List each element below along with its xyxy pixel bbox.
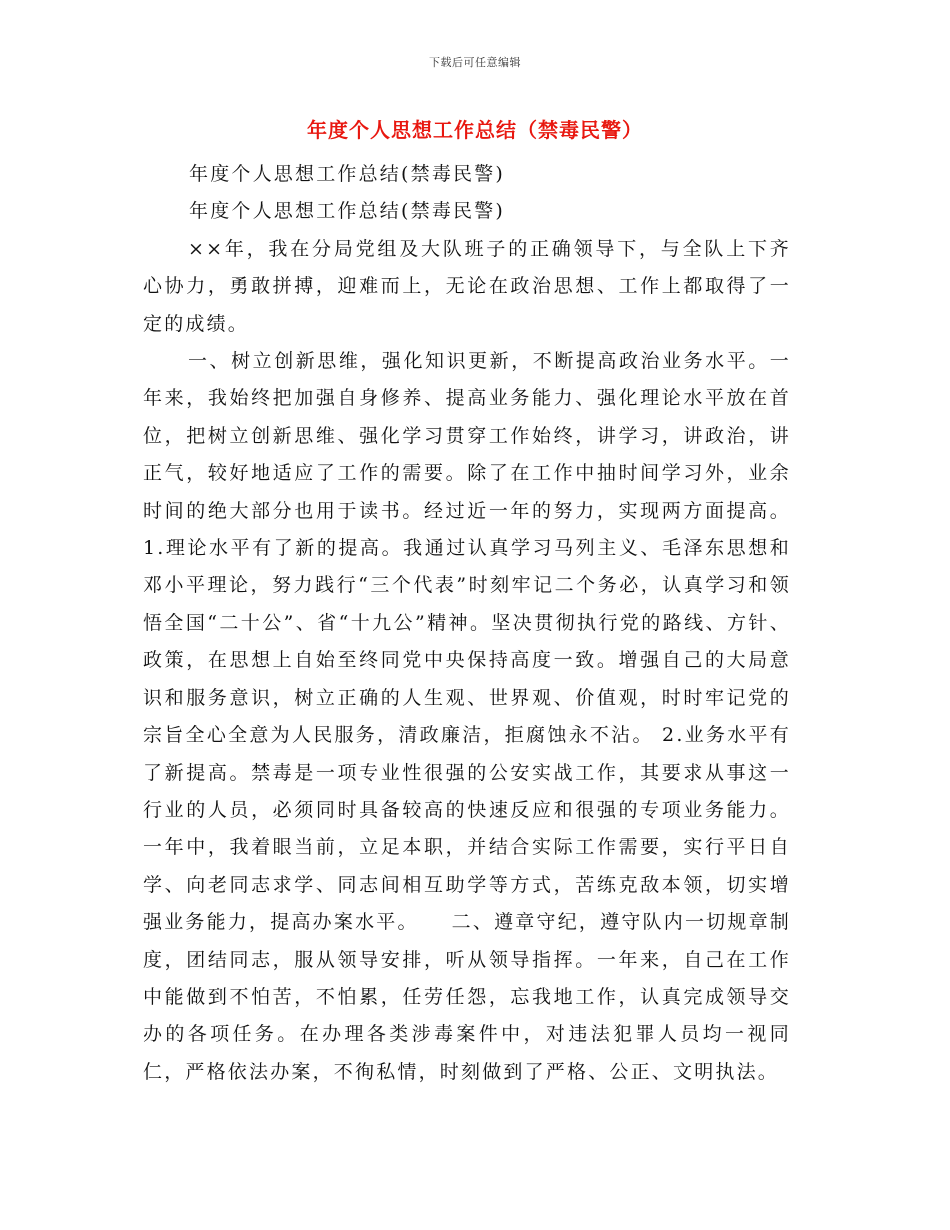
document-body xyxy=(143,156,791,1091)
subtitle-line: 年度个人思想工作总结(禁毒民警) xyxy=(189,200,506,223)
body-paragraph: 一、树立创新思维，强化知识更新，不断提高政治业务水平。一年来，我始终把加强自身修养、提高业务能力、强化理论水平放在首位，把树立创新思维、强化学习贯穿工作始终，讲学习，讲政治，讲正气，较好地适应了工作的需要。除了在工作中抽时间学习外，业余时间的绝大部分也用于读书。经过近一年的努力，实现两方面提高。 1.理论水平有了新的提高。我通过认真学习马列主义、毛泽东思想和邓小平理论，努力践行“三个代表”时刻牢记二个务必，认真学习和领悟全国“二十公”、省“十九公”精神。坚决贯彻执行党的路线、方针、政策，在思想上自始至终同党中央保持高度一致。增强自己的大局意识和服务意识，树立正确的人生观、世界观、价值观，时时牢记党的宗旨全心全意为人民服务，清政廉洁，拒腐蚀永不沾。 2.业务水平有了新提高。禁毒是一项专业性很强的公安实战工作，其要求从事这一行业的人员，必须同时具备较高的快速反应和很强的专项业务能力。一年中，我着眼当前，立足本职，并结合实际工作需要，实行平日自学、向老同志求学、同志间相互助学等方式，苦练克敌本领，切实增强业务能力，提高办案水平。 二、遵章守纪，遵守队内一切规章制度，团结同志，服从领导安排，听从领导指挥。一年来，自己在工作中能做到不怕苦，不怕累，任劳任怨，忘我地工作，认真完成领导交办的各项任务。在办理各类涉毒案件中，对违法犯罪人员均一视同仁，严格依法办案，不徇私情，时刻做到了严格、公正、文明执法。 xyxy=(143,350,791,1083)
document-title: 年度个人思想工作总结（禁毒民警） xyxy=(307,118,643,142)
header-note: 下载后可任意编辑 xyxy=(429,56,521,69)
body-paragraph: ××年，我在分局党组及大队班子的正确领导下，与全队上下齐心协力，勇敢拼搏，迎难而上，无论在政治思想、工作上都取得了一定的成绩。 xyxy=(143,237,791,335)
subtitle-line: 年度个人思想工作总结(禁毒民警) xyxy=(189,163,506,185)
